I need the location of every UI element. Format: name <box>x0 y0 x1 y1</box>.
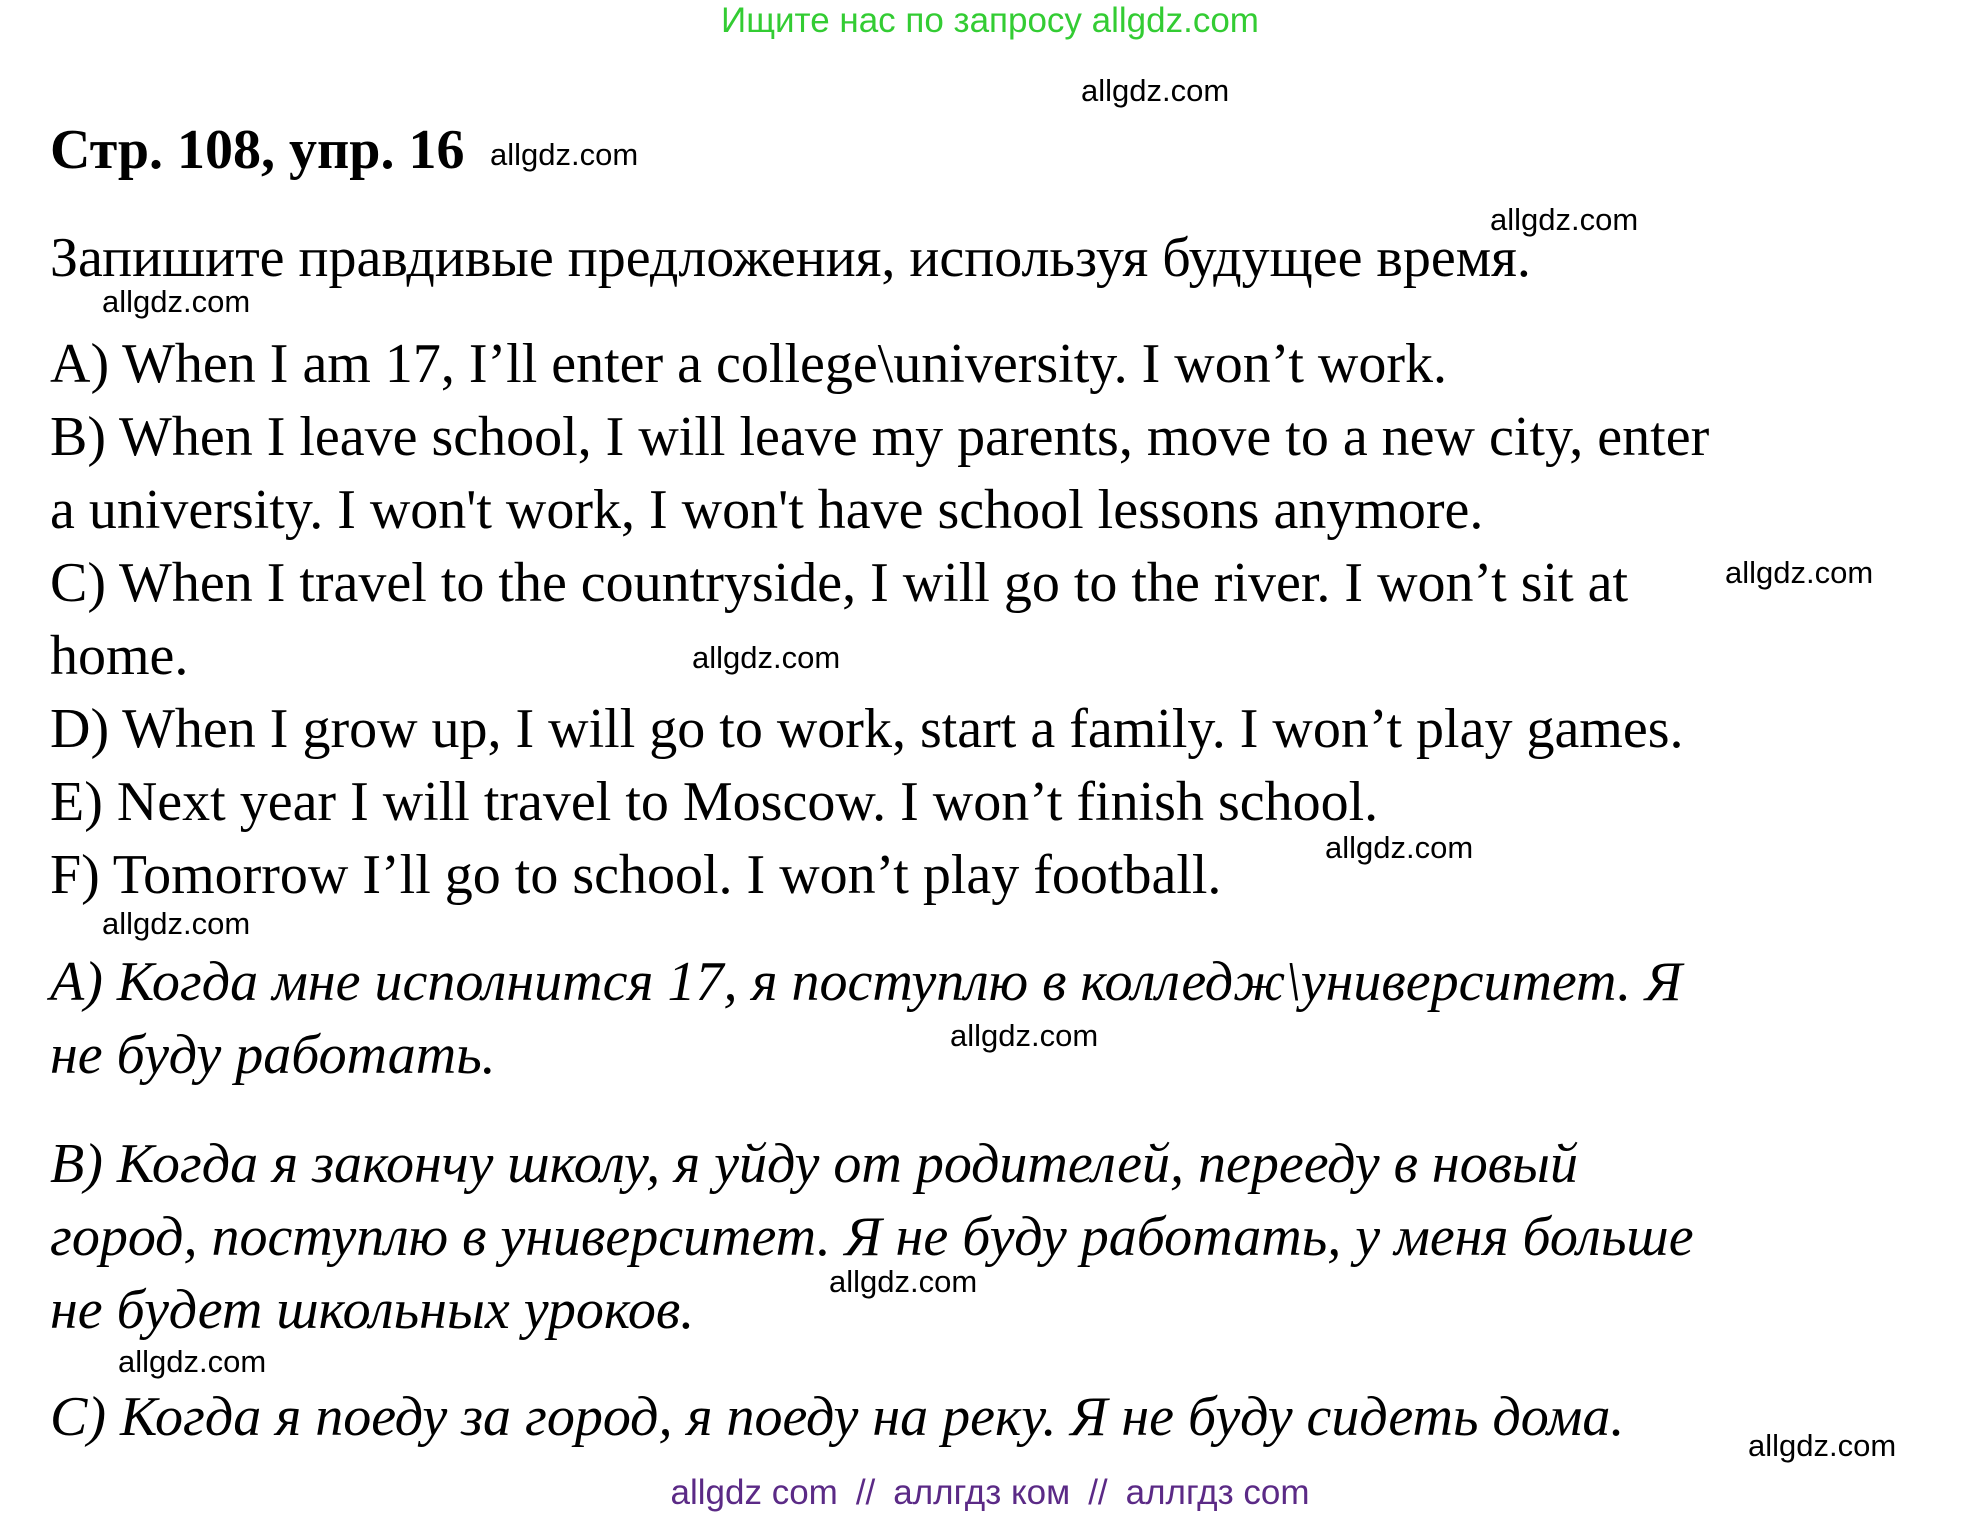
footer-links <box>0 1472 1980 1514</box>
watermark: allgdz.com <box>1325 830 1474 865</box>
footer-link[interactable]: allgdz com <box>670 1473 838 1512</box>
page-title: Стр. 108, упр. 16 <box>50 119 465 181</box>
english-line-c1: C) When I travel to the countryside, I will go to the river. I won’t sit at <box>50 552 1629 614</box>
watermark: allgdz.com <box>118 1344 267 1379</box>
russian-line-b2: город, поступлю в университет. Я не буду работать, у меня больше <box>50 1206 1694 1268</box>
english-line-d: D) When I grow up, I will go to work, start a family. I won’t play games. <box>50 698 1684 760</box>
watermark: allgdz.com <box>102 906 251 941</box>
watermark: allgdz.com <box>102 284 251 319</box>
english-line-f: F) Tomorrow I’ll go to school. I won’t play football. <box>50 844 1222 906</box>
footer-link[interactable]: аллгдз ком <box>893 1473 1071 1512</box>
russian-line-a1: A) Когда мне исполнится 17, я поступлю в колледж\университет. Я <box>50 951 1682 1013</box>
english-line-b2: a university. I won't work, I won't have school lessons anymore. <box>50 479 1484 541</box>
russian-line-c: C) Когда я поеду за город, я поеду на реку. Я не буду сидеть дома. <box>50 1386 1625 1448</box>
search-banner: Ищите нас по запросу allgdz.com <box>721 1 1259 40</box>
russian-line-a2: не буду работать. <box>50 1024 496 1086</box>
footer-separator: // <box>855 1473 876 1512</box>
watermark: allgdz.com <box>1748 1428 1897 1463</box>
watermark: allgdz.com <box>490 137 639 172</box>
watermark: allgdz.com <box>829 1264 978 1299</box>
watermark: allgdz.com <box>1081 73 1230 108</box>
russian-line-b3: не будет школьных уроков. <box>50 1279 695 1341</box>
russian-line-b1: B) Когда я закончу школу, я уйду от родителей, перееду в новый <box>50 1133 1578 1195</box>
watermark: allgdz.com <box>692 640 841 675</box>
english-line-e: E) Next year I will travel to Moscow. I won’t finish school. <box>50 771 1379 833</box>
english-line-c2: home. <box>50 625 189 687</box>
task-instruction: Запишите правдивые предложения, используя будущее время. <box>50 227 1531 289</box>
footer-separator: // <box>1088 1473 1108 1512</box>
watermark: allgdz.com <box>950 1018 1099 1053</box>
english-line-b1: B) When I leave school, I will leave my parents, move to a new city, enter <box>50 406 1710 468</box>
watermark: allgdz.com <box>1490 202 1639 237</box>
footer-link[interactable]: аллгдз com <box>1125 1473 1310 1512</box>
watermark: allgdz.com <box>1725 555 1874 590</box>
english-line-a: A) When I am 17, I’ll enter a college\university. I won’t work. <box>50 333 1447 395</box>
